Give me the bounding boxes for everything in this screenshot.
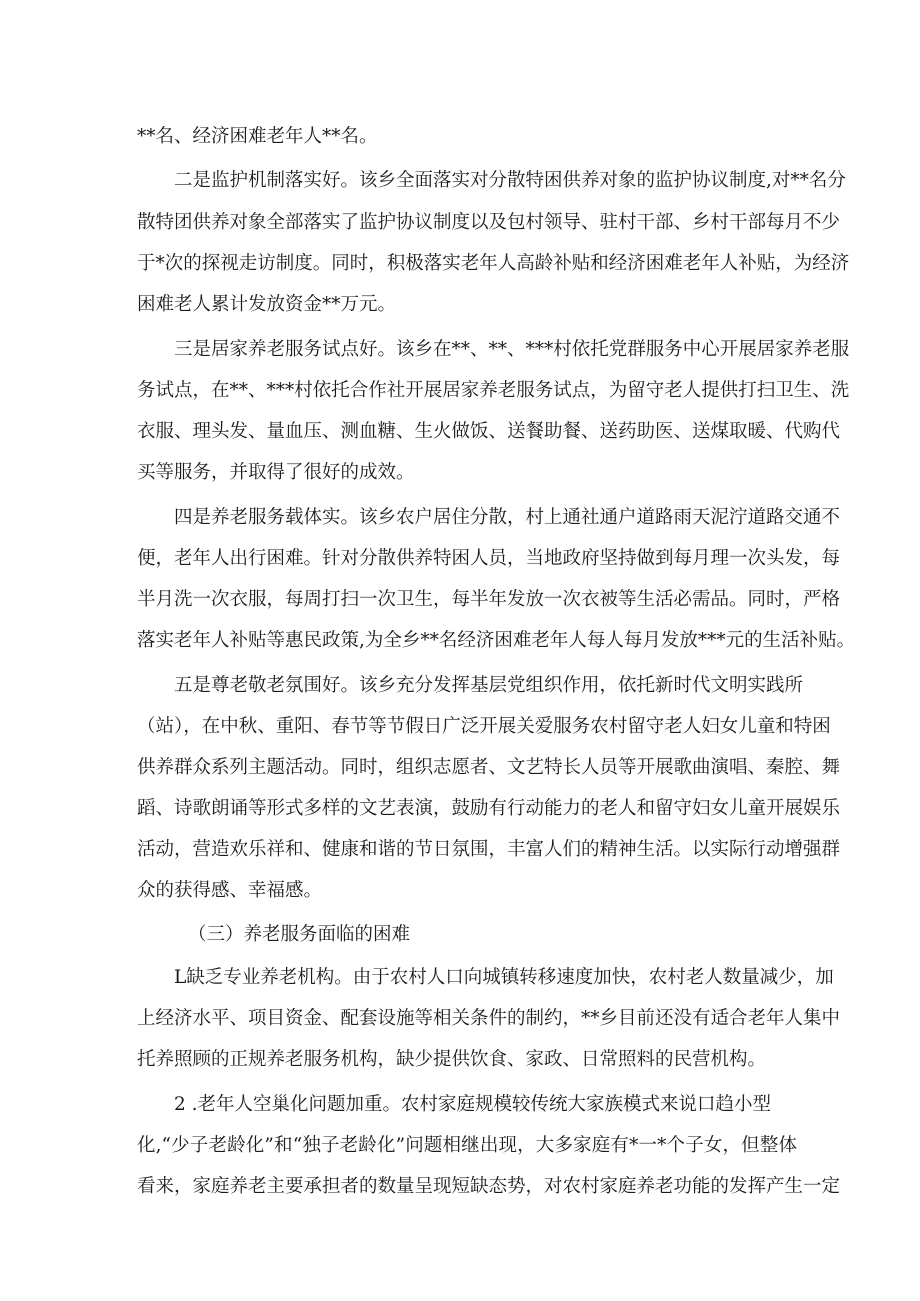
item-2-heading-line: 2 .老年人空巢化问题加重。农村家庭规模较传统大家族模式来说口趋小型	[174, 1094, 772, 1115]
text-line: 蹈、诗歌朗诵等形式多样的文艺表演，鼓励有行动能力的老人和留守妇女儿童开展娱乐	[137, 798, 841, 819]
text-line: **名、经济困难老年人**名。	[137, 126, 378, 147]
text-line: 于*次的探视走访制度。同时，积极落实老年人高龄补贴和经济困难老年人补贴，为经济	[137, 253, 850, 274]
paragraph-2-heading-line: 二是监护机制落实好。该乡全面落实对分散特困供养对象的监护协议制度,对**名分	[174, 170, 846, 191]
text-line: （站），在中秋、重阳、春节等节假日广泛开展关爱服务农村留守老人妇女儿童和特困	[137, 716, 831, 737]
paragraph-4-heading-line: 四是养老服务载体实。该乡农户居住分散，村上通社通户道路雨天泥泞道路交通不	[174, 507, 841, 528]
text-line: 化,“少子老龄化”和“独子老龄化”问题相继出现，大多家庭有*一*个子女，但整体	[137, 1135, 797, 1156]
text-line: 众的获得感、幸福感。	[137, 880, 323, 901]
text-line: 务试点，在**、***村依托合作社开展居家养老服务试点，为留守老人提供打扫卫生、洗	[137, 380, 850, 401]
text-line: 散特团供养对象全部落实了监护协议制度以及包村领导、驻村干部、乡村干部每月不少	[137, 212, 841, 233]
text-line: 困难老人累计发放资金**万元。	[137, 294, 397, 315]
text-line: 便，老年人出行困难。针对分散供养特困人员，当地政府坚持做到每月理一次头发，每	[137, 548, 841, 569]
text-line: 活动，营造欢乐祥和、健康和谐的节日氛围，丰富人们的精神生活。以实际行动增强群	[137, 839, 841, 860]
text-line: 衣服、理头发、量血压、测血糖、生火做饭、送餐助餐、送药助医、送煤取暖、代购代	[137, 421, 841, 442]
text-line: 托养照顾的正规养老服务机构，缺少提供饮食、家政、日常照料的民营机构。	[137, 1049, 767, 1070]
text-line: 买等服务，并取得了很好的成效。	[137, 462, 415, 483]
text-line: 落实老年人补贴等惠民政策,为全乡**名经济困难老年人每人每月发放***元的生活补贴。	[137, 630, 856, 651]
text-line: 上经济水平、项目资金、配套设施等相关条件的制约，**乡目前还没有适合老年人集中	[137, 1008, 841, 1029]
text-line: 看来，家庭养老主要承担者的数量呈现短缺态势，对农村家庭养老功能的发挥产生一定	[137, 1176, 841, 1197]
paragraph-5-heading-line: 五是尊老敬老氛围好。该乡充分发挥基层党组织作用，依托新时代文明实践所	[174, 675, 804, 696]
text-line: 半月洗一次衣服，每周打扫一次卫生，每半年发放一次衣被等生活必需品。同时，严格	[137, 589, 841, 610]
paragraph-3-heading-line: 三是居家养老服务试点好。该乡在**、**、***村依托党群服务中心开展居家养老服	[174, 339, 850, 360]
item-1-heading-line: L缺乏专业养老机构。由于农村人口向城镇转移速度加快，农村老人数量减少，加	[174, 967, 834, 988]
text-line: 供养群众系列主题活动。同时，组织志愿者、文艺特长人员等开展歌曲演唱、秦腔、舞	[137, 757, 841, 778]
section-heading: （三）养老服务面临的困难	[188, 924, 411, 945]
